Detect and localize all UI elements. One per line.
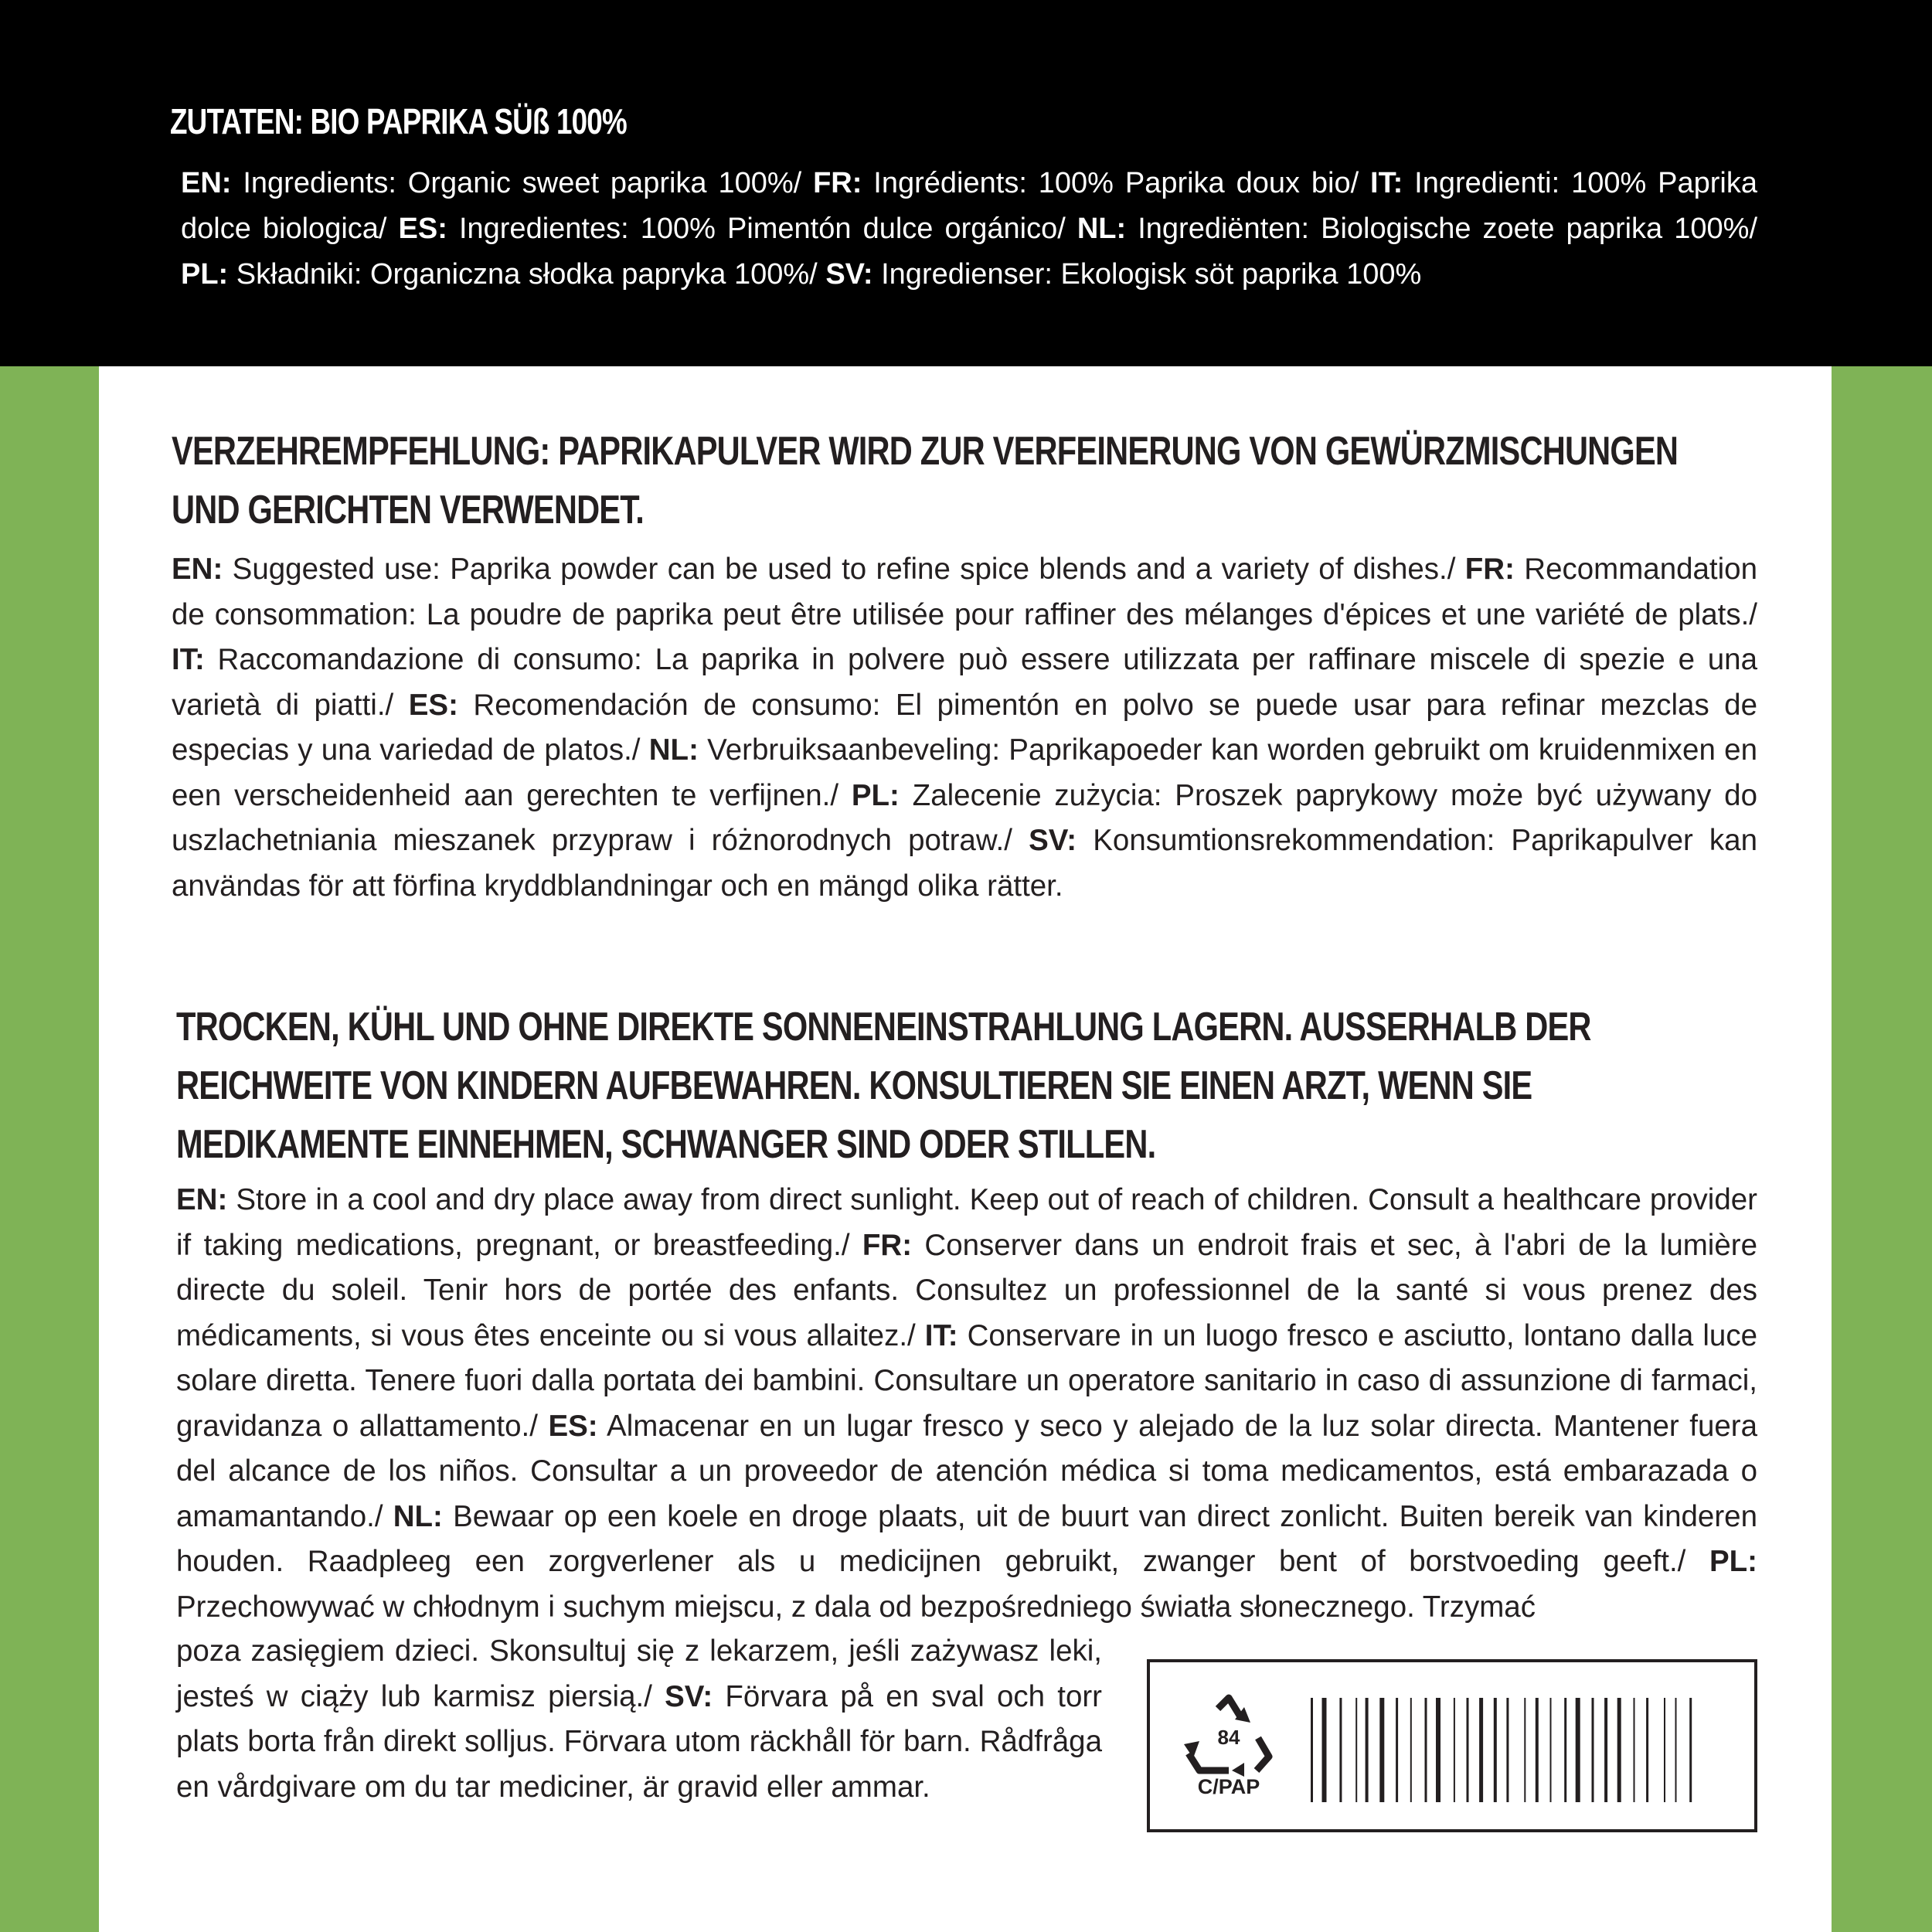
barcode-bar	[1646, 1698, 1648, 1802]
ingredients-heading: ZUTATEN: BIO PAPRIKA SÜß 100%	[170, 101, 627, 141]
ingredients-band	[0, 0, 1932, 366]
storage-translations-continued: poza zasięgiem dzieci. Skonsultuj się z lekarzem, jeśli zażywasz leki, jesteś w ciąży lub karmisz piersią./ SV: Förvara på en sval och torr plats borta från direkt solljus. Förvara utom räckhåll för barn. Rådfråga en vårdgivare om du tar mediciner, är gravid eller ammar.	[176, 1634, 1103, 1804]
barcode-bar	[1564, 1698, 1566, 1802]
storage-heading: TROCKEN, KÜHL UND OHNE DIREKTE SONNENEINSTRAHLUNG LAGERN. AUSSERHALB DER REICHWEITE VON KINDERN AUFBEWAHREN. KONSULTIEREN SIE EINEN ARZT, WENN SIE MEDIKAMENTE EINNEHMEN, SCHWANGER SIND ODER STILLEN.	[176, 1005, 1591, 1167]
barcode-icon	[1308, 1698, 1725, 1802]
barcode-bar	[1396, 1698, 1398, 1802]
recycling-symbol	[1182, 1693, 1275, 1801]
barcode-bar	[1379, 1698, 1384, 1802]
recycling-code: 84	[1217, 1726, 1240, 1749]
barcode-bar	[1634, 1698, 1635, 1802]
barcode-bar	[1425, 1698, 1427, 1802]
barcode-bar	[1664, 1698, 1665, 1802]
barcode-bar	[1675, 1698, 1677, 1802]
barcode-bar	[1506, 1698, 1509, 1802]
barcode-bar	[1494, 1698, 1497, 1802]
recycling-label: C/PAP	[1197, 1775, 1260, 1798]
left-green-border	[0, 366, 99, 1932]
barcode-bar	[1311, 1698, 1313, 1802]
barcode-bar	[1339, 1698, 1342, 1802]
barcode-bar	[1617, 1698, 1621, 1802]
barcode-bar	[1592, 1698, 1594, 1802]
barcode-bar	[1436, 1698, 1440, 1802]
barcode-bar	[1550, 1698, 1552, 1802]
barcode-bar	[1524, 1698, 1526, 1802]
barcode-bar	[1355, 1698, 1357, 1802]
barcode-bar	[1454, 1698, 1455, 1802]
barcode-bar	[1410, 1698, 1412, 1802]
barcode-bar	[1479, 1698, 1483, 1802]
usage-heading: VERZEHREMPFEHLUNG: PAPRIKAPULVER WIRD ZUR VERFEINERUNG VON GEWÜRZMISCHUNGEN UND GERICHTEN VERWENDET.	[172, 429, 1679, 532]
barcode-bar	[1322, 1698, 1327, 1802]
barcode-bar	[1604, 1698, 1607, 1802]
barcode-bar	[1366, 1698, 1369, 1802]
packaging-info-box	[1147, 1659, 1757, 1832]
storage-translations: EN: Store in a cool and dry place away from direct sunlight. Keep out of reach of children. Consult a healthcare provider if taking medications, pregnant, or breastfeeding./ FR: Conserver dans un endroit frais et sec, à l'abri de la lumière directe du soleil. Tenir hors de portée des enfants. Consultez un professionnel de la santé si vous prenez des médicaments, si vous êtes enceinte ou si vous allaitez./ IT: Conservare in un luogo fresco e asciutto, lontano dalla luce solare diretta. Tenere fuori dalla portata dei bambini. Consultare un operatore sanitario in caso di assunzione di farmaci, gravidanza o allattamento./ ES: Almacenar en un lugar fresco y seco y alejado de la luz solar directa. Mantener fuera del alcance de los niños. Consultar a un proveedor de atención médica si toma medicamentos, está embarazada o amamantando./ NL: Bewaar op een koele en droge plaats, uit de buurt van direct zonlicht. Buiten bereik van kinderen houden. Raadpleeg een zorgverlener als u medicijnen gebruikt, zwanger bent of borstvoeding geeft./ PL: Przechowywać w chłodnym i suchym miejscu, z dala od bezpośredniego światła słonecznego. Trzymać	[176, 1183, 1758, 1624]
barcode-bar	[1576, 1698, 1580, 1802]
barcode-bar	[1467, 1698, 1469, 1802]
barcode-bar	[1536, 1698, 1539, 1802]
ingredients-translations: EN: Ingredients: Organic sweet paprika 100%/ FR: Ingrédients: 100% Paprika doux bio/ IT: Ingredienti: 100% Paprika dolce biologica/ ES: Ingredientes: 100% Pimentón dulce orgánico/ NL: Ingrediënten: Biologische zoete paprika 100%/ PL: Składniki: Organiczna słodka papryka 100%/ SV: Ingredienser: Ekologisk söt paprika 100%	[181, 167, 1757, 291]
right-green-border	[1832, 366, 1932, 1932]
usage-translations: EN: Suggested use: Paprika powder can be used to refine spice blends and a variety of dishes./ FR: Recommandation de consommation: La poudre de paprika peut être utilisée pour raffiner des mélanges d'épices et une variété de plats./ IT: Raccomandazione di consumo: La paprika in polvere può essere utilizzata per raffinare miscele di spezie e una varietà di piatti./ ES: Recomendación de consumo: El pimentón en polvo se puede usar para refinar mezclas de especias y una variedad de platos./ NL: Verbruiksaanbeveling: Paprikapoeder kan worden gebruikt om kruidenmixen en een verscheidenheid aan gerechten te verfijnen./ PL: Zalecenie zużycia: Proszek paprykowy może być używany do uszlachetniania mieszanek przypraw i różnorodnych potraw./ SV: Konsumtionsrekommendation: Paprikapulver kan användas för att förfina kryddblandningar och en mängd olika rätter.	[172, 553, 1758, 903]
barcode-bar	[1689, 1698, 1692, 1802]
